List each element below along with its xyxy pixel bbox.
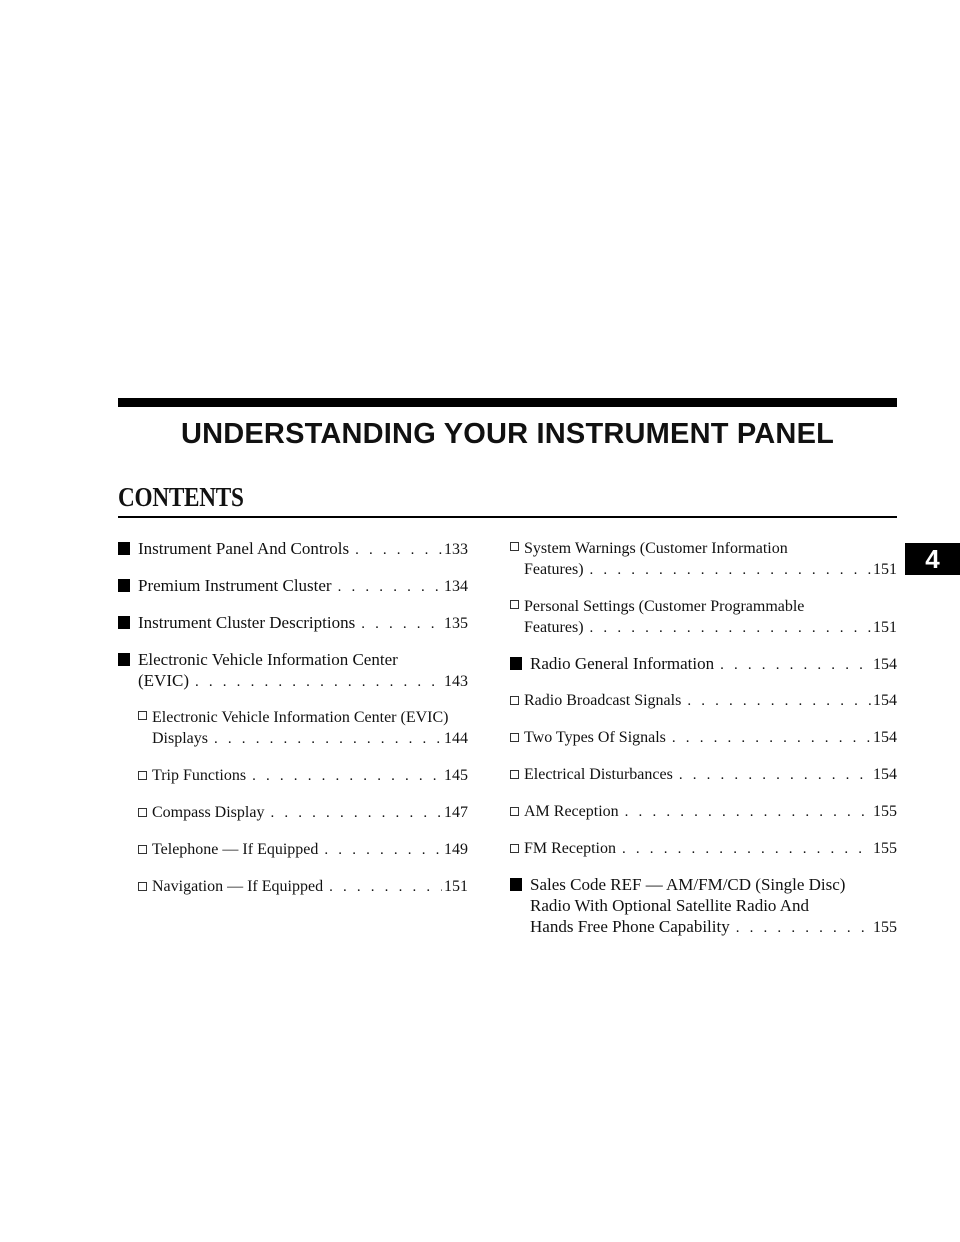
chapter-title: UNDERSTANDING YOUR INSTRUMENT PANEL <box>180 418 835 450</box>
toc-entry-label: (EVIC) <box>138 671 189 690</box>
toc-entry-label: Radio General Information <box>530 654 715 673</box>
toc-subitem-square-icon <box>138 711 147 720</box>
toc-subitem-square-icon <box>510 600 519 609</box>
toc-entry-label: Instrument Panel And Controls <box>138 539 350 558</box>
toc-entry-label: Radio With Optional Satellite Radio And <box>530 896 810 915</box>
toc-entry[interactable] <box>118 802 468 824</box>
toc-leader-dots <box>736 918 871 939</box>
toc-leader-dots <box>622 839 871 860</box>
toc-page-number: 149 <box>444 841 468 858</box>
toc-leader-dots <box>590 618 871 639</box>
contents-heading: CONTENTS <box>118 482 244 512</box>
toc-leader-dots <box>270 803 442 824</box>
toc-leader-dots <box>625 802 871 823</box>
toc-entry-label: Telephone — If Equipped <box>152 841 319 858</box>
toc-page-number: 154 <box>873 656 897 673</box>
toc-leader-dots <box>720 655 871 676</box>
toc-entry-label: Hands Free Phone Capability <box>530 917 730 936</box>
toc-entry-label: Features) <box>524 561 584 578</box>
toc-entry[interactable] <box>510 596 897 639</box>
toc-page-number: 154 <box>873 729 897 746</box>
toc-bullet-icon <box>118 653 130 666</box>
toc-leader-dots <box>338 577 442 598</box>
toc-bullet-icon <box>118 616 130 629</box>
toc-leader-dots <box>361 614 442 635</box>
toc-entry-label: Electronic Vehicle Information Center (EVIC) <box>152 709 449 726</box>
toc-leader-dots <box>687 691 871 712</box>
toc-page-number: 155 <box>873 840 897 857</box>
toc-entry-label: Premium Instrument Cluster <box>138 576 332 595</box>
toc-entry-label: Compass Display <box>152 804 265 821</box>
toc-subitem-square-icon <box>138 771 147 780</box>
toc-subitem-square-icon <box>138 882 147 891</box>
toc-page-number: 155 <box>873 919 897 936</box>
toc-subitem-square-icon <box>138 808 147 817</box>
toc-entry-label: Features) <box>524 619 584 636</box>
toc-page-number: 143 <box>444 673 468 690</box>
toc-entry-label: Sales Code REF — AM/FM/CD (Single Disc) <box>530 875 846 894</box>
toc-entry[interactable] <box>118 575 468 598</box>
toc-bullet-icon <box>118 542 130 555</box>
toc-entry-label: Two Types Of Signals <box>524 729 666 746</box>
toc-subitem-square-icon <box>138 845 147 854</box>
toc-bullet-icon <box>510 657 522 670</box>
toc-bullet-icon <box>118 579 130 592</box>
toc-bullet-icon <box>510 878 522 891</box>
toc-entry-label: Personal Settings (Customer Programmable <box>524 598 805 615</box>
toc-page-number: 155 <box>873 803 897 820</box>
toc-page-number: 151 <box>444 878 468 895</box>
toc-leader-dots <box>672 728 871 749</box>
toc-entry[interactable] <box>510 838 897 860</box>
top-rule <box>118 398 897 407</box>
toc-left-column <box>118 538 468 898</box>
toc-subitem-square-icon <box>510 770 519 779</box>
toc-page-number: 145 <box>444 767 468 784</box>
toc-entry-label: System Warnings (Customer Information <box>524 540 788 557</box>
toc-subitem-square-icon <box>510 696 519 705</box>
toc-entry-label: Displays <box>152 730 208 747</box>
toc-entry[interactable] <box>510 538 897 581</box>
toc-entry[interactable] <box>118 765 468 787</box>
toc-page-number: 151 <box>873 619 897 636</box>
toc-entry-label: Trip Functions <box>152 767 247 784</box>
toc-subitem-square-icon <box>510 733 519 742</box>
toc-entry[interactable] <box>118 612 468 635</box>
toc-page-number: 147 <box>444 804 468 821</box>
toc-leader-dots <box>590 560 871 581</box>
toc-leader-dots <box>355 540 442 561</box>
toc-entry-label: Electronic Vehicle Information Center <box>138 650 398 669</box>
toc-right-column <box>510 538 897 939</box>
toc-entry[interactable] <box>510 874 897 939</box>
toc-page-number: 151 <box>873 561 897 578</box>
toc-entry[interactable] <box>118 707 468 750</box>
toc-page-number: 134 <box>444 578 468 595</box>
toc-entry[interactable] <box>510 690 897 712</box>
toc-entry[interactable] <box>510 764 897 786</box>
toc-entry[interactable] <box>118 649 468 693</box>
toc-subitem-square-icon <box>510 844 519 853</box>
toc-leader-dots <box>195 672 442 693</box>
toc-entry[interactable] <box>510 801 897 823</box>
toc-entry-label: Instrument Cluster Descriptions <box>138 613 356 632</box>
toc-leader-dots <box>214 729 442 750</box>
toc-entry-label: Navigation — If Equipped <box>152 878 324 895</box>
toc-page-number: 135 <box>444 615 468 632</box>
toc-page-number: 133 <box>444 541 468 558</box>
toc-entry[interactable] <box>510 653 897 676</box>
toc-entry[interactable] <box>510 727 897 749</box>
toc-entry-label: Radio Broadcast Signals <box>524 692 682 709</box>
toc-leader-dots <box>679 765 871 786</box>
toc-leader-dots <box>329 877 442 898</box>
toc-entry[interactable] <box>118 839 468 861</box>
toc-leader-dots <box>324 840 442 861</box>
toc-entry[interactable] <box>118 876 468 898</box>
contents-rule <box>118 516 897 518</box>
chapter-tab: 4 <box>905 543 960 575</box>
toc-page-number: 144 <box>444 730 468 747</box>
toc-entry-label: AM Reception <box>524 803 619 820</box>
toc-entry[interactable] <box>118 538 468 561</box>
toc-page-number: 154 <box>873 766 897 783</box>
toc-page-number: 154 <box>873 692 897 709</box>
toc-entry-label: Electrical Disturbances <box>524 766 673 783</box>
toc-subitem-square-icon <box>510 807 519 816</box>
toc-subitem-square-icon <box>510 542 519 551</box>
toc-leader-dots <box>252 766 442 787</box>
toc-entry-label: FM Reception <box>524 840 616 857</box>
